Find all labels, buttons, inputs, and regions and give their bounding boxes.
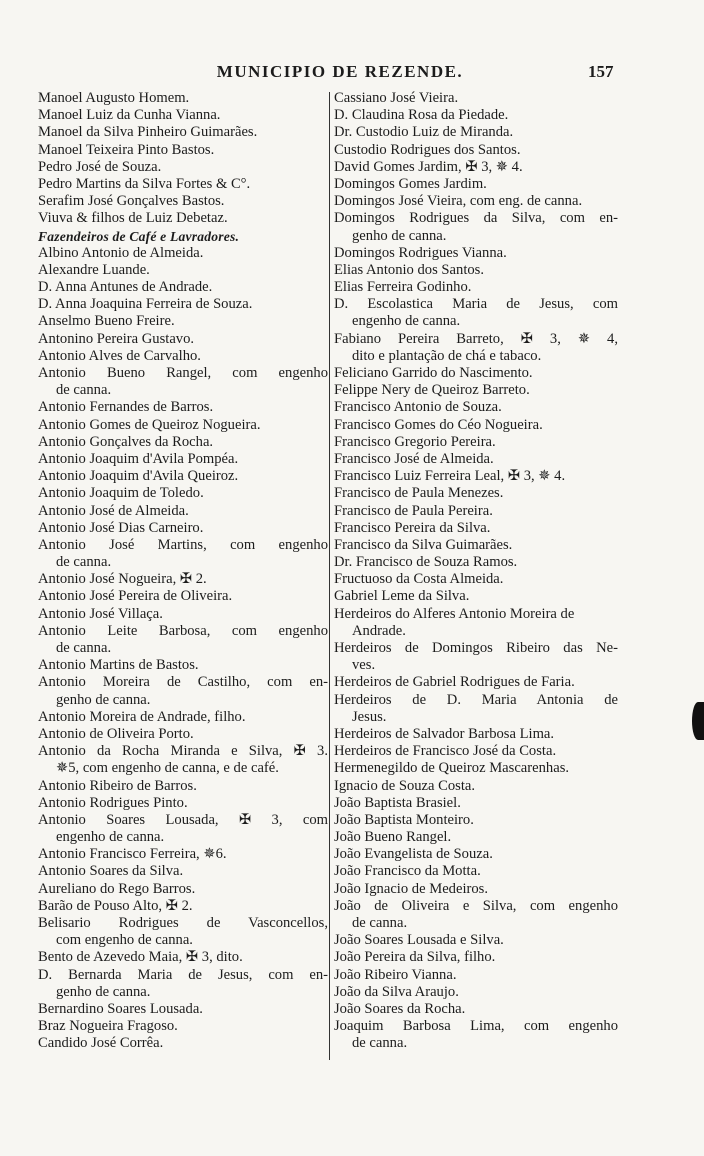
list-entry: Antonio Leite Barbosa, com engenho [38,622,328,639]
list-entry: João Pereira da Silva, filho. [334,949,496,966]
list-entry: Antonino Pereira Gustavo. [38,330,195,347]
list-entry: Antonio Rodrigues Pinto. [38,794,188,811]
list-entry: João Baptista Monteiro. [334,811,474,828]
list-entry: Herdeiros de Francisco José da Costa. [334,743,557,760]
list-entry: Joaquim Barbosa Lima, com engenho [334,1018,618,1035]
list-entry: Dr. Francisco de Souza Ramos. [334,554,518,571]
list-entry: genho de canna. [352,227,447,244]
list-entry: Feliciano Garrido do Nascimento. [334,365,533,381]
list-entry: Manoel Teixeira Pinto Bastos. [38,141,215,158]
list-entry: genho de canna. [56,983,151,1000]
list-entry: Barão de Pouso Alto, ✠ 2. [38,897,193,914]
list-entry: Antonio José de Almeida. [38,502,189,519]
list-entry: Antonio Martins de Bastos. [38,657,199,674]
list-entry: Antonio Francisco Ferreira, ✵6. [38,846,227,863]
list-entry: Alexandre Luande. [38,261,150,278]
list-entry: Ignacio de Souza Costa. [334,777,476,794]
list-entry: Antonio Soares Lousada, ✠ 3, com [38,811,328,828]
list-entry: Albino Antonio de Almeida. [38,244,204,261]
list-entry: Herdeiros do Alferes Antonio Moreira de [334,605,575,622]
list-entry: Antonio Joaquim de Toledo. [38,485,204,502]
list-entry: dito e plantação de chá e tabaco. [352,347,542,364]
page-number: 157 [588,62,614,81]
list-entry: Antonio Fernandes de Barros. [38,399,214,416]
list-entry: Serafim José Gonçalves Bastos. [38,193,225,210]
list-entry: Antonio Moreira de Andrade, filho. [38,708,246,725]
list-entry: Herdeiros de D. Maria Antonia de [334,691,618,708]
list-entry: Herdeiros de Gabriel Rodrigues de Faria. [334,674,575,691]
list-entry: Francisco Gomes do Céo Nogueira. [334,416,543,433]
list-entry: João Bueno Rangel. [334,829,452,846]
list-entry: D. Anna Antunes de Andrade. [38,279,213,296]
list-entry: Bernardino Soares Lousada. [38,1000,203,1017]
list-entry: Antonio José Martins, com engenho [38,536,328,553]
list-entry: Hermenegildo de Queiroz Mascarenhas. [334,760,570,777]
list-entry: David Gomes Jardim, ✠ 3, ✵ 4. [334,158,523,175]
list-entry: Antonio Gomes de Queiroz Nogueira. [38,416,261,433]
list-entry: engenho de canna. [56,829,165,846]
list-entry: Antonio Moreira de Castilho, com en- [38,674,328,691]
list-entry: Domingos José Vieira, com eng. de canna. [334,193,583,210]
list-entry: D. Bernarda Maria de Jesus, com en- [38,966,328,983]
list-entry: Elias Antonio dos Santos. [334,261,484,278]
list-entry: de canna. [352,1035,408,1052]
list-entry: Francisco Antonio de Souza. [334,399,502,416]
list-entry: Gabriel Leme da Silva. [334,588,470,605]
list-entry: de canna. [56,382,112,399]
list-entry: Domingos Rodrigues da Silva, com en- [334,210,618,227]
left-column [38,90,328,1053]
list-entry: Jesus. [352,708,387,725]
list-entry: Antonio Joaquim d'Avila Queiroz. [38,468,239,485]
list-entry: de canna. [352,915,408,931]
list-entry: Pedro José de Souza. [38,158,162,175]
list-entry: Antonio Alves de Carvalho. [38,347,201,364]
section-heading: Fazendeiros de Café e Lavradores. [38,228,240,244]
list-entry: Antonio Soares da Silva. [38,863,184,880]
list-entry: João Francisco da Motta. [334,863,481,880]
list-entry: Antonio José Nogueira, ✠ 2. [38,571,207,588]
list-entry: Domingos Gomes Jardim. [334,175,487,192]
list-entry: Herdeiros de Salvador Barbosa Lima. [334,725,555,742]
list-entry: Pedro Martins da Silva Fortes & C°. [38,175,251,192]
list-entry: Antonio José Pereira de Oliveira. [38,588,233,605]
column-divider [329,92,330,1060]
list-entry: Herdeiros de Domingos Ribeiro das Ne- [334,640,618,656]
list-entry: João Soares Lousada e Silva. [334,932,504,949]
list-entry: ✵5, com engenho de canna, e de café. [56,760,279,777]
list-entry: Fabiano Pereira Barreto, ✠ 3, ✵ 4, [334,330,618,347]
list-entry: João Baptista Brasiel. [334,794,461,811]
list-entry: Francisco Pereira da Silva. [334,519,491,536]
list-entry: Andrade. [352,622,406,639]
list-entry: João Soares da Rocha. [334,1000,466,1017]
list-entry: Francisco Gregorio Pereira. [334,433,496,450]
list-entry: de canna. [56,640,112,656]
right-column [334,90,618,1053]
list-entry: João Ignacio de Medeiros. [334,880,488,897]
list-entry: Bento de Azevedo Maia, ✠ 3, dito. [38,949,243,966]
list-entry: Viuva & filhos de Luiz Debetaz. [38,210,228,227]
list-entry: Francisco de Paula Menezes. [334,485,504,502]
list-entry: com engenho de canna. [56,932,193,949]
list-entry: genho de canna. [56,691,151,708]
list-entry: Aureliano do Rego Barros. [38,880,196,897]
list-entry: João Ribeiro Vianna. [334,966,457,983]
list-entry: Antonio de Oliveira Porto. [38,725,194,742]
list-entry: Antonio Bueno Rangel, com engenho [38,365,328,381]
list-entry: João da Silva Araujo. [334,983,459,1000]
list-entry: Francisco Luiz Ferreira Leal, ✠ 3, ✵ 4. [334,468,566,485]
list-entry: D. Claudina Rosa da Piedade. [334,107,509,124]
page-header [0,62,704,88]
list-entry: Antonio José Villaça. [38,605,163,622]
list-entry: Dr. Custodio Luiz de Miranda. [334,124,514,141]
list-entry: ves. [352,657,376,674]
list-entry: Manoel Augusto Homem. [38,90,190,106]
list-entry: Anselmo Bueno Freire. [38,313,175,330]
list-entry: Francisco de Paula Pereira. [334,502,493,519]
list-entry: Belisario Rodrigues de Vasconcellos, [38,915,328,931]
list-entry: Antonio Ribeiro de Barros. [38,777,197,794]
list-entry: Antonio da Rocha Miranda e Silva, ✠ 3. [38,743,328,760]
list-entry: João de Oliveira e Silva, com engenho [334,897,618,914]
list-entry: D. Escolastica Maria de Jesus, com [334,296,618,313]
list-entry: Manoel da Silva Pinheiro Guimarães. [38,124,258,141]
list-entry: Francisco da Silva Guimarães. [334,536,513,553]
list-entry: Manoel Luiz da Cunha Vianna. [38,107,221,124]
list-entry: Custodio Rodrigues dos Santos. [334,141,521,158]
list-entry: Domingos Rodrigues Vianna. [334,244,507,261]
list-entry: Cassiano José Vieira. [334,90,459,106]
list-entry: Antonio Joaquim d'Avila Pompéa. [38,450,239,467]
list-entry: de canna. [56,554,112,571]
list-entry: Fructuoso da Costa Almeida. [334,571,504,588]
list-entry: D. Anna Joaquina Ferreira de Souza. [38,296,253,313]
list-entry: Felippe Nery de Queiroz Barreto. [334,382,530,399]
list-entry: João Evangelista de Souza. [334,846,493,863]
list-entry: Antonio José Dias Carneiro. [38,519,204,536]
ink-blot [692,702,704,740]
list-entry: Elias Ferreira Godinho. [334,279,472,296]
list-entry: Antonio Gonçalves da Rocha. [38,433,214,450]
page-title: MUNICIPIO DE REZENDE. [216,62,464,81]
list-entry: engenho de canna. [352,313,461,330]
list-entry: Braz Nogueira Fragoso. [38,1018,178,1035]
list-entry: Candido José Corrêa. [38,1035,164,1052]
list-entry: Francisco José de Almeida. [334,450,494,467]
